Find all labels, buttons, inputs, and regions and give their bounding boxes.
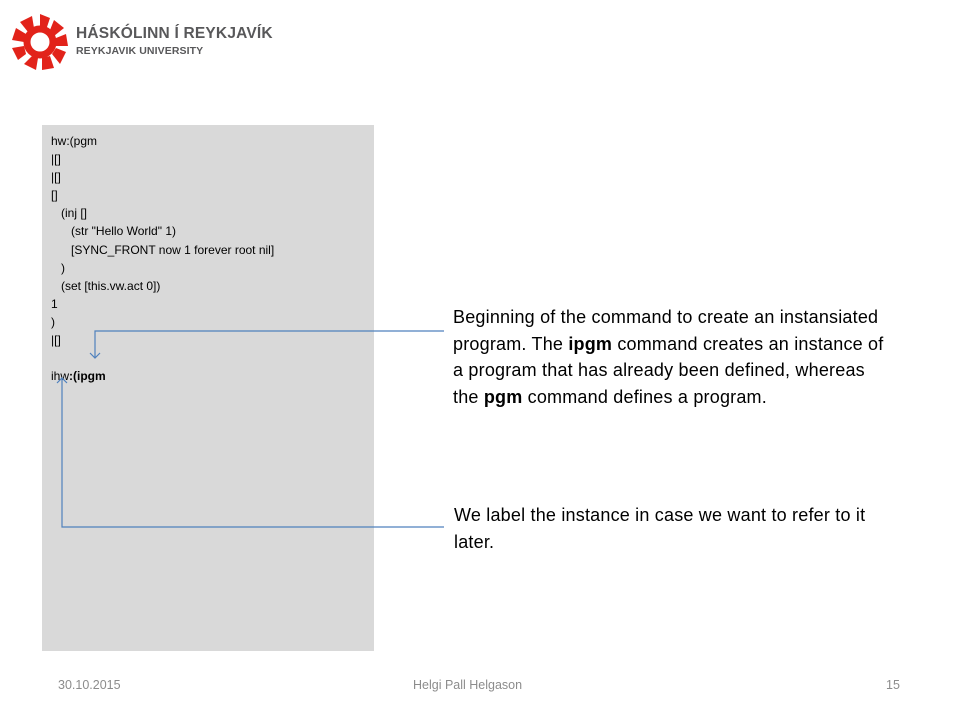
callout-label-explanation: We label the instance in case we want to refer to it later. <box>454 505 866 552</box>
callout-text: Beginning of the command to create an instansiated program. The <box>453 307 879 354</box>
code-text: (str "Hello World" 1) <box>51 224 176 239</box>
code-text: [SYNC_FRONT now 1 forever root nil] <box>51 242 275 257</box>
logo-title: HÁSKÓLINN Í REYKJAVÍK <box>76 25 273 42</box>
callout-keyword-ipgm: ipgm <box>568 333 613 354</box>
code-text: (set [this.vw.act 0]) <box>51 278 161 293</box>
code-text: hw:(pgm <box>51 134 98 148</box>
code-text: ihw <box>51 369 70 384</box>
callout-arrow-label <box>62 378 444 527</box>
page-number: 15 <box>886 678 900 692</box>
code-text: 1 <box>51 296 58 311</box>
callout-text: command creates an instance of a program that has already been defined, whereas the <box>453 333 884 407</box>
code-text: (inj [] <box>51 206 88 221</box>
code-text: |[] <box>51 152 61 167</box>
callout-text: command defines a program. <box>522 386 767 407</box>
footer-date: 30.10.2015 <box>58 678 121 692</box>
code-text-bold: :(ipgm <box>69 369 106 384</box>
callout-arrow-ipgm <box>95 331 444 358</box>
callout-keyword-pgm: pgm <box>483 386 523 407</box>
code-text: ) <box>51 314 55 329</box>
code-text: |[] <box>51 170 61 185</box>
callout-ipgm-explanation <box>453 304 893 410</box>
logo-subtitle: REYKJAVIK UNIVERSITY <box>76 45 204 57</box>
code-text: ) <box>51 260 65 275</box>
footer-author: Helgi Pall Helgason <box>413 678 523 692</box>
code-text: [] <box>51 188 58 203</box>
code-text: |[] <box>51 333 61 348</box>
